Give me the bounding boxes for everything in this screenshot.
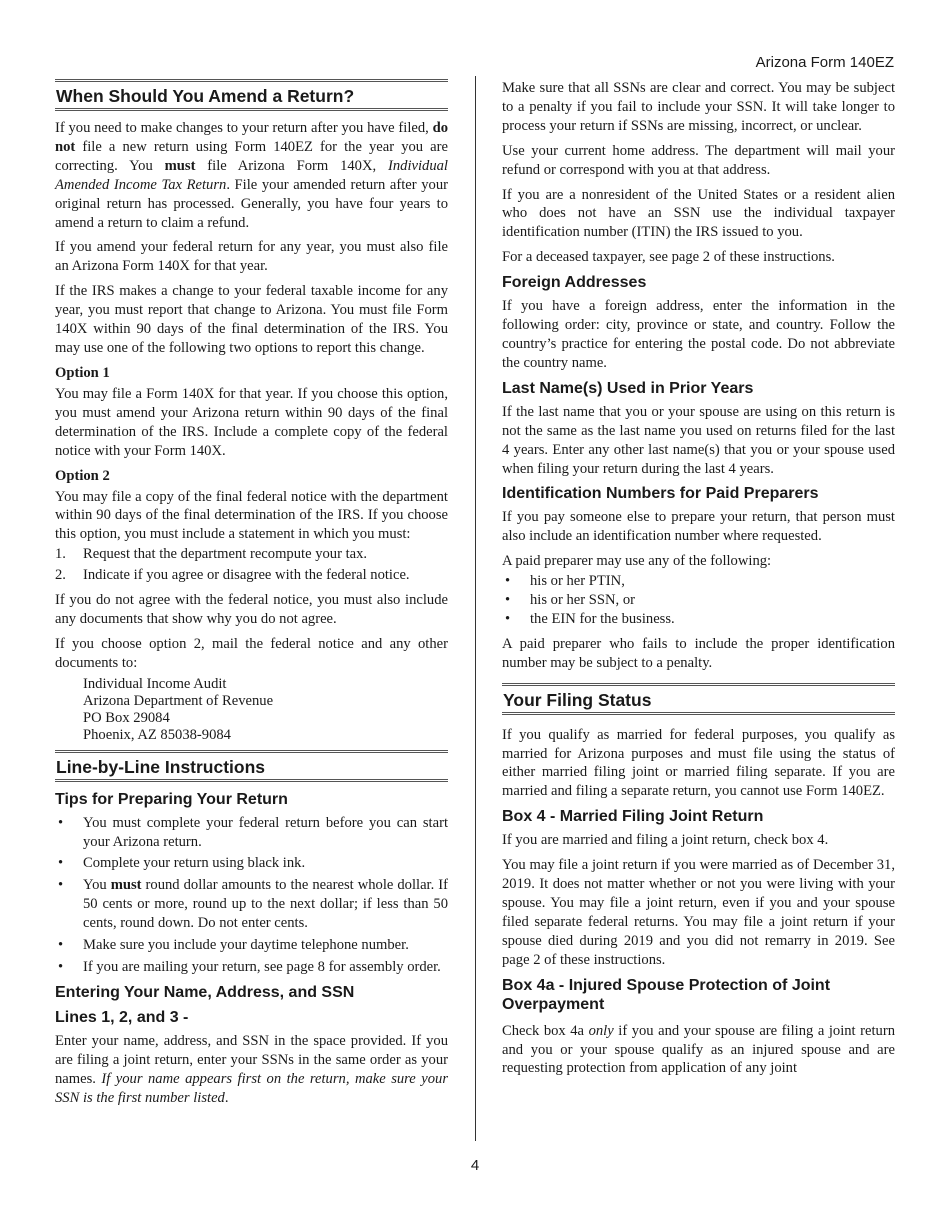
- foreign-addresses-text: If you have a foreign address, enter the information in the following order: city, province or state, and country. Follow the country’s practice for entering the postal code. Do not abbreviate the country name.: [502, 298, 895, 371]
- left-column: [55, 79, 448, 1114]
- form-title: Arizona Form 140EZ: [755, 54, 894, 71]
- option-2-text: You may file a copy of the final federal notice with the department within 90 days of the final determination of the IRS. If you choose this option, you must include a statement in which you must:: [55, 488, 448, 543]
- amend-paragraph-5: If you choose option 2, mail the federal notice and any other documents to:: [55, 635, 448, 671]
- line-by-line-heading: Line-by-Line Instructions: [55, 750, 448, 782]
- lines-1-2-3-text: Enter your name, address, and SSN in the space provided. If you are filing a joint return, enter your SSNs in the same order as your names. If your name appears first on the return, make sure your SSN is the first number listed.: [55, 1032, 448, 1106]
- amend-paragraph-2: If you amend your federal return for any year, you must also file an Arizona Form 140X for that year.: [55, 239, 448, 275]
- list-item: 2. Indicate if you agree or disagree with the federal notice.: [55, 567, 410, 584]
- list-item: 1. Request that the department recompute your tax.: [55, 546, 368, 563]
- list-item: • Make sure you include your daytime telephone number.: [58, 937, 409, 954]
- paid-preparers-heading: Identification Numbers for Paid Preparers: [502, 485, 819, 503]
- option-2-heading: Option 2: [55, 467, 110, 484]
- column-divider: [475, 76, 476, 1141]
- lines-1-2-3-heading: Lines 1, 2, and 3 -: [55, 1008, 189, 1026]
- last-names-heading: Last Name(s) Used in Prior Years: [502, 379, 754, 397]
- list-item: • Complete your return using black ink.: [58, 855, 306, 872]
- amend-paragraph-1: If you need to make changes to your return after you have filed, do not file a new return using Form 140EZ for the year you are correcting. You must file Arizona Form 140X, Individual Amended Income Tax Return. File your amended return after your original return has processed. Generally, you have four years to amend a return to claim a refund.: [55, 120, 448, 231]
- preparer-id-list: [502, 572, 895, 629]
- deceased-paragraph: For a deceased taxpayer, see page 2 of these instructions.: [502, 249, 835, 266]
- paid-preparers-paragraph-1: If you pay someone else to prepare your return, that person must also include an identification number where requested.: [502, 509, 895, 545]
- itin-paragraph: If you are a nonresident of the United States or a resident alien who does not have an SSN use the individual taxpayer identification number (ITIN) the IRS issued to you.: [502, 186, 895, 241]
- list-item: • his or her PTIN,: [505, 573, 625, 590]
- option-1-text: You may file a Form 140X for that year. If you choose this option, you must amend your Arizona return within 90 days of the final determination of the IRS. Include a complete copy of the federal notice with your Form 140X.: [55, 385, 448, 459]
- paid-preparers-paragraph-2: A paid preparer may use any of the following:: [502, 553, 772, 570]
- tips-list: [55, 814, 448, 977]
- paid-preparers-paragraph-3: A paid preparer who fails to include the proper identification number may be subject to a penalty.: [502, 635, 895, 671]
- home-address-paragraph: Use your current home address. The department will mail your refund or correspond with you at that address.: [502, 142, 895, 178]
- list-item: • If you are mailing your return, see page 8 for assembly order.: [58, 959, 441, 975]
- list-item: • the EIN for the business.: [505, 610, 675, 627]
- box-4-paragraph-1: If you are married and filing a joint return, check box 4.: [502, 832, 829, 849]
- box-4-heading: Box 4 - Married Filing Joint Return: [502, 808, 764, 826]
- option-2-list: [55, 545, 448, 585]
- amend-paragraph-3: If the IRS makes a change to your federal taxable income for any year, you must report that change to Arizona. You must file Form 140X within 90 days of the final determination of the IRS. You may use one of the following two options to report this change.: [55, 283, 448, 356]
- box-4-paragraph-2: You may file a joint return if you were married as of December 31, 2019. It does not matter whether or not you were living with your spouse. You may file a joint return, even if you and your spouse filed separate federal returns. You may file a joint return if your spouse died during 2019 and you did not remarry in 2019. See page 2 of these instructions.: [502, 857, 895, 968]
- list-item: • his or her SSN, or: [505, 592, 635, 609]
- ssn-paragraph: Make sure that all SSNs are clear and correct. You may be subject to a penalty if you fail to include your SSN. It will take longer to process your return if SSNs are missing, incorrect, or unclear.: [502, 80, 895, 134]
- box-4a-heading: Box 4a - Injured Spouse Protection of Joint Overpayment: [502, 976, 831, 1013]
- list-item: • You must complete your federal return before you can start your Arizona return.: [58, 814, 448, 850]
- amend-paragraph-4: If you do not agree with the federal notice, you must also include any documents that show why you do not agree.: [55, 592, 448, 627]
- amend-section-heading: When Should You Amend a Return?: [55, 79, 448, 111]
- page-number: 4: [470, 1157, 480, 1174]
- box-4a-text: Check box 4a only if you and your spouse are filing a joint return and you or your spouse qualify as an injured spouse and are requesting protection from application of any joint: [502, 1022, 895, 1077]
- filing-status-text: If you qualify as married for federal purposes, you qualify as married for Arizona purposes and must file using the status of either married filing joint or married filing separate. If you are married and filing a separate return, you cannot use Form 140EZ.: [502, 726, 895, 800]
- foreign-addresses-heading: Foreign Addresses: [502, 274, 647, 292]
- entering-name-heading: Entering Your Name, Address, and SSN: [55, 983, 355, 1001]
- filing-status-heading: Your Filing Status: [502, 683, 895, 715]
- right-column: [502, 79, 895, 1084]
- last-names-text: If the last name that you or your spouse are using on this return is not the same as the last name you used on returns filed for the last 4 years. Enter any other last name(s) that you or your spouse used when filing your return during the last 4 years.: [502, 403, 895, 477]
- mailing-address: Individual Income Audit Arizona Department of Revenue PO Box 29084 Phoenix, AZ 85038-9084: [83, 675, 274, 743]
- tips-heading: Tips for Preparing Your Return: [55, 790, 288, 808]
- list-item: • You must round dollar amounts to the nearest whole dollar. If 50 cents or more, round up to the next dollar; if less than 50 cents, round down. Do not enter cents.: [58, 877, 448, 932]
- option-1-heading: Option 1: [55, 364, 110, 381]
